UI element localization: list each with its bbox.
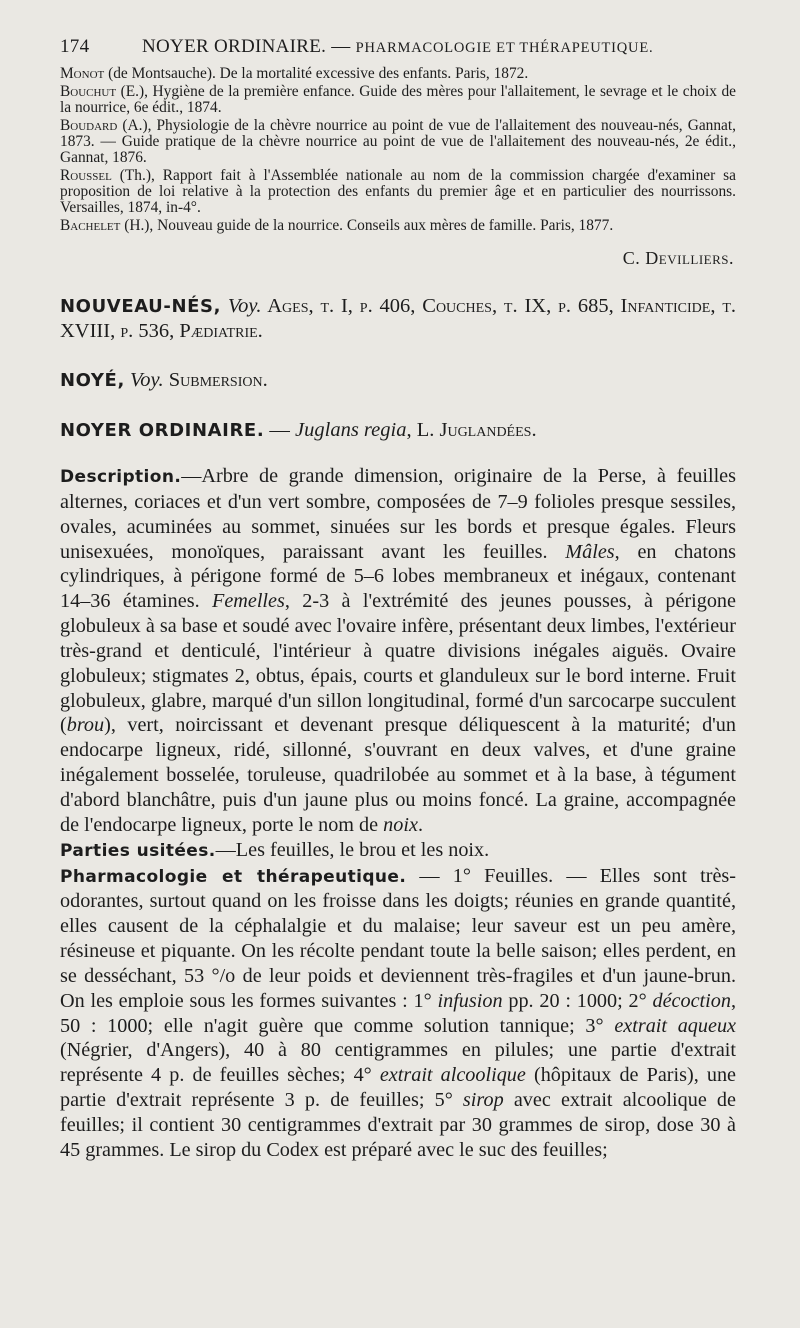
bibliography-entry: [60, 168, 736, 217]
running-head: [60, 36, 740, 58]
pharmaco-text: avec extrait alcoolique de feuilles; il contient 30 centigrammes d'extrait par 30 grammes de sirop, dose 30 à 45 grammes. Le sirop du Codex est préparé avec le suc des feuilles;: [60, 1089, 736, 1161]
entry-noyer-ordinaire: [60, 418, 736, 443]
parties-text: —Les feuilles, le brou et les noix.: [215, 838, 490, 861]
pharmaco-text: (hôpitaux de Paris), une partie d'extrait représente 3 p. de feuilles; 5°: [60, 1064, 737, 1112]
term-extrait-aqueux: extrait aqueux: [614, 1014, 736, 1037]
bib-text: (de Montsauche). De la mortalité excessive des enfants. Paris, 1872.: [104, 65, 529, 82]
bib-text: (A.), Physiologie de la chèvre nourrice au point de vue de l'allaitement des nouveau-nés, Gannat, 1873. — Guide pratique de la chèvre nourrice au point de vue de l'allaitement des nouveau-nés, 2e édit., Gannat, 1876.: [60, 116, 736, 167]
description-text: —Arbre de grande dimension, originaire de la Perse, à feuilles alternes, coriaces et d'un vert sombre, composées de 7–9 folioles presque sessiles, ovales, acuminées au sommet, sinuées sur les bords et presque égales. Fleurs unisexuées, monoïques, paraissant avant les feuilles.: [60, 465, 736, 563]
bibliography-entry: [60, 66, 736, 82]
bib-author: Bouchut: [60, 82, 117, 100]
term-decoction: décoction: [652, 989, 731, 1012]
bib-text: (H.), Nouveau guide de la nourrice. Conseils aux mères de famille. Paris, 1877.: [120, 216, 614, 234]
pharmaco-text: pp. 20 : 1000; 2°: [502, 989, 653, 1012]
running-separator: —: [331, 36, 351, 57]
voy-abbrev: Voy.: [227, 295, 262, 317]
entry-nouveau-nes: [60, 294, 736, 344]
bibliography-entry: [60, 84, 736, 116]
running-title: NOYER ORDINAIRE.: [142, 36, 327, 57]
term-males: Mâles: [565, 540, 615, 563]
family-name: , L. Juglandées.: [406, 419, 537, 441]
term-extrait-alcoolique: extrait alcoolique: [379, 1064, 526, 1087]
section-title-pharmacologie: Pharmacologie et thérapeutique.: [60, 866, 407, 887]
section-title-description: Description.: [60, 467, 182, 487]
bibliography-entry: [60, 218, 736, 234]
bib-text: (E.), Hygiène de la première enfance. Guide des mères pour l'allaitement, le sevrage et le choix de la nourrice, 6e édit., 1874.: [60, 82, 736, 116]
description-paragraph: [60, 464, 736, 838]
term-noix: noix: [383, 813, 418, 836]
entry-dash: —: [264, 419, 296, 441]
term-infusion: infusion: [437, 989, 503, 1012]
cross-reference: Submersion.: [163, 369, 268, 391]
bibliography-entry: [60, 118, 736, 167]
description-text: ), vert, noircissant et devenant presque déliquescent à la maturité; d'un endocarpe ligneux, ridé, sillonné, s'ouvrant en deux valves, et d'une graine inégalement bosselée, toruleuse, quadrilobée au sommet et à la base, à tégument d'abord blanchâtre, puis d'un jaune plus ou moins foncé. La graine, accompagnée de l'endocarpe ligneux, porte le nom de: [60, 714, 736, 836]
bib-text: (Th.), Rapport fait à l'Assemblée nationale au nom de la commission chargée d'examiner sa proposition de loi relative à la protection des enfants du premier âge et en particulier des nourrissons. Versailles, 1874, in-4°.: [60, 166, 736, 217]
bib-author: Roussel: [60, 166, 112, 184]
pharmaco-text: , 50 : 1000; elle n'agit guère que comme solution tannique; 3°: [60, 989, 736, 1037]
description-text: , en chatons cylindriques, à périgone formé de 5–6 lobes membraneux et inégaux, contenant 14–36 étamines.: [60, 540, 736, 613]
bib-author: Bachelet: [60, 216, 121, 234]
pharmaco-text: — 1° Feuilles. — Elles sont très-odorantes, surtout quand on les froisse dans les doigts; réunies en grande quantité, elles causent de la céphalalgie et du malaise; leur saveur est un peu amère, résineuse et piquante. On les récolte pendant toute la belle saison; elles perdent, en se desséchant, 53 °/o de leur poids et deviennent très-fragiles et d'un jaune-brun. On les emploie sous les formes suivantes : 1°: [60, 864, 736, 1012]
term-femelles: Femelles: [211, 590, 285, 613]
bib-author: Monot: [60, 65, 105, 82]
bib-author: Boudard: [60, 116, 118, 134]
latin-name: Juglans regia: [295, 419, 407, 441]
author-signature: C. Devilliers.: [622, 248, 734, 268]
term-brou: brou: [66, 714, 105, 737]
description-text: , 2-3 à l'extrémité des jeunes pousses, à périgone globuleux à sa base et soudé avec l'ovaire infère, présentant deux limbes, l'extérieur très-grand et denticulé, l'intérieur à quatre divisions inégales aiguës. Ovaire globuleux; stigmates 2, obtus, épais, courts et glanduleux sur le bord interne. Fruit globuleux, glabre, marqué d'un sillon longitudinal, formé d'un sarcocarpe succulent (: [60, 590, 736, 737]
voy-abbrev: Voy.: [130, 369, 164, 391]
entry-headword: NOUVEAU-NÉS,: [60, 296, 222, 317]
entry-noye: [60, 368, 736, 393]
bibliography: [60, 66, 736, 236]
parties-paragraph: [60, 838, 736, 864]
article-body: [60, 464, 736, 1163]
term-sirop: sirop: [462, 1089, 504, 1112]
section-title-parties: Parties usitées.: [60, 840, 216, 861]
entry-headword: NOYER ORDINAIRE.: [60, 420, 265, 441]
pharmacologie-paragraph: [60, 864, 736, 1163]
cross-reference: Ages, t. I, p. 406, Couches, t. IX, p. 685, Infanticide, t. XVIII, p. 536, Pædiatrie.: [60, 295, 736, 342]
pharmaco-text: (Négrier, d'Angers), 40 à 80 centigrammes en pilules; une partie d'extrait représente 4 p. de feuilles sèches; 4°: [60, 1039, 736, 1087]
page-number: 174: [60, 36, 90, 57]
entry-headword: NOYÉ,: [60, 370, 125, 391]
description-text: .: [417, 813, 423, 836]
running-subtitle: PHARMACOLOGIE ET THÉRAPEUTIQUE.: [355, 40, 654, 56]
